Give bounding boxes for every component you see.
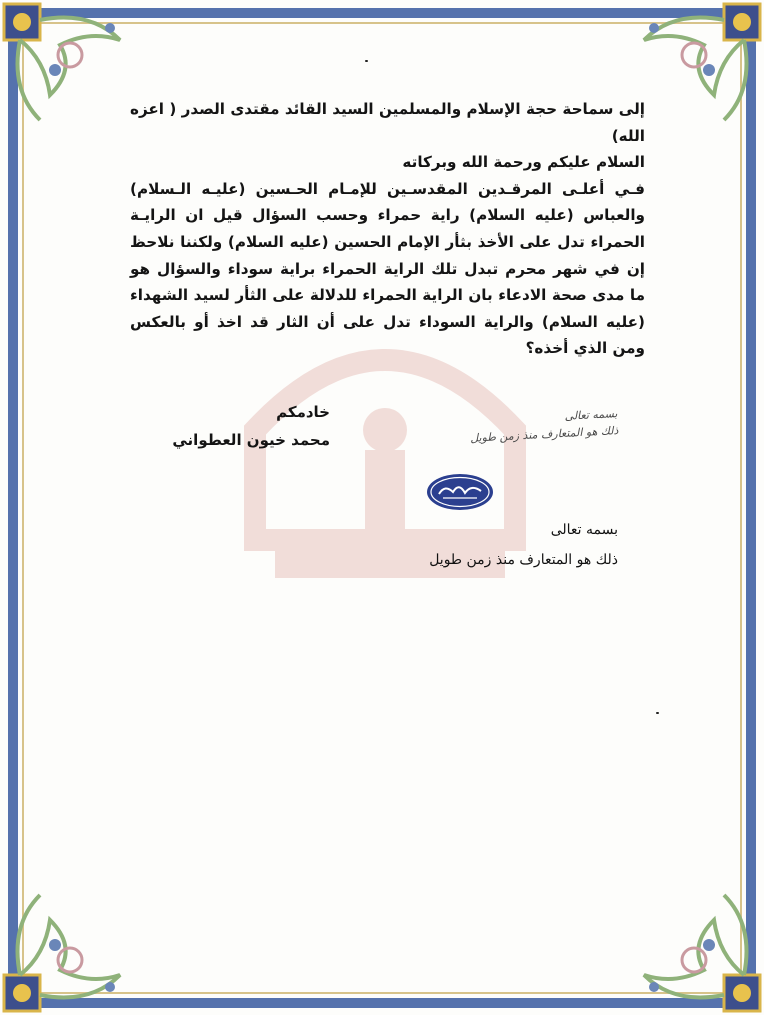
reply-answer: ذلك هو المتعارف منذ زمن طويل bbox=[429, 552, 618, 568]
reply-basmala: بسمه تعالى bbox=[550, 522, 618, 538]
corner-ornament-bottom-right bbox=[614, 865, 764, 1015]
letter-question: فـي أعلـى المرقـدين المقدسـين للإمـام الحـسين (عليـه الـسلام) والعباس (عليه السلام) راية حمراء وحسب السؤال قيل ان الرايـة الحمراء تدل على الأخذ بثأر الإمام الحسين (عليه السلام) ولكننا نلاحظ إن في شهر محرم تبدل تلك الراية الحمراء براية سوداء والسؤال هو ما مدى صحة الادعاء بان الراية الحمراء للدلالة على الثأر لسيد الشهداء (عليه السلام) والراية السوداء تدل على أن الثار قد اخذ أو بالعكس ومن الذي أخذه؟ bbox=[130, 179, 645, 358]
closing-text: خادمكم bbox=[276, 403, 330, 421]
letter-signoff bbox=[130, 398, 330, 454]
letter-address: إلى سماحة حجة الإسلام والمسلمين السيد القائد مقتدى الصدر ( اعزه الله) bbox=[130, 100, 645, 145]
letter-body bbox=[130, 96, 645, 362]
official-seal-stamp bbox=[425, 472, 495, 512]
handwritten-basmala: بسمه تعالى bbox=[564, 407, 618, 423]
letter-greeting: السلام عليكم ورحمة الله وبركاته bbox=[402, 153, 645, 172]
corner-ornament-top-left bbox=[0, 0, 150, 150]
typed-reply bbox=[400, 515, 618, 575]
sender-name: محمد خيون العطواني bbox=[172, 431, 330, 449]
corner-ornament-bottom-left bbox=[0, 865, 150, 1015]
handwritten-answer-text: ذلك هو المتعارف منذ زمن طويل bbox=[469, 424, 619, 445]
speck bbox=[656, 712, 659, 714]
speck bbox=[365, 60, 368, 62]
